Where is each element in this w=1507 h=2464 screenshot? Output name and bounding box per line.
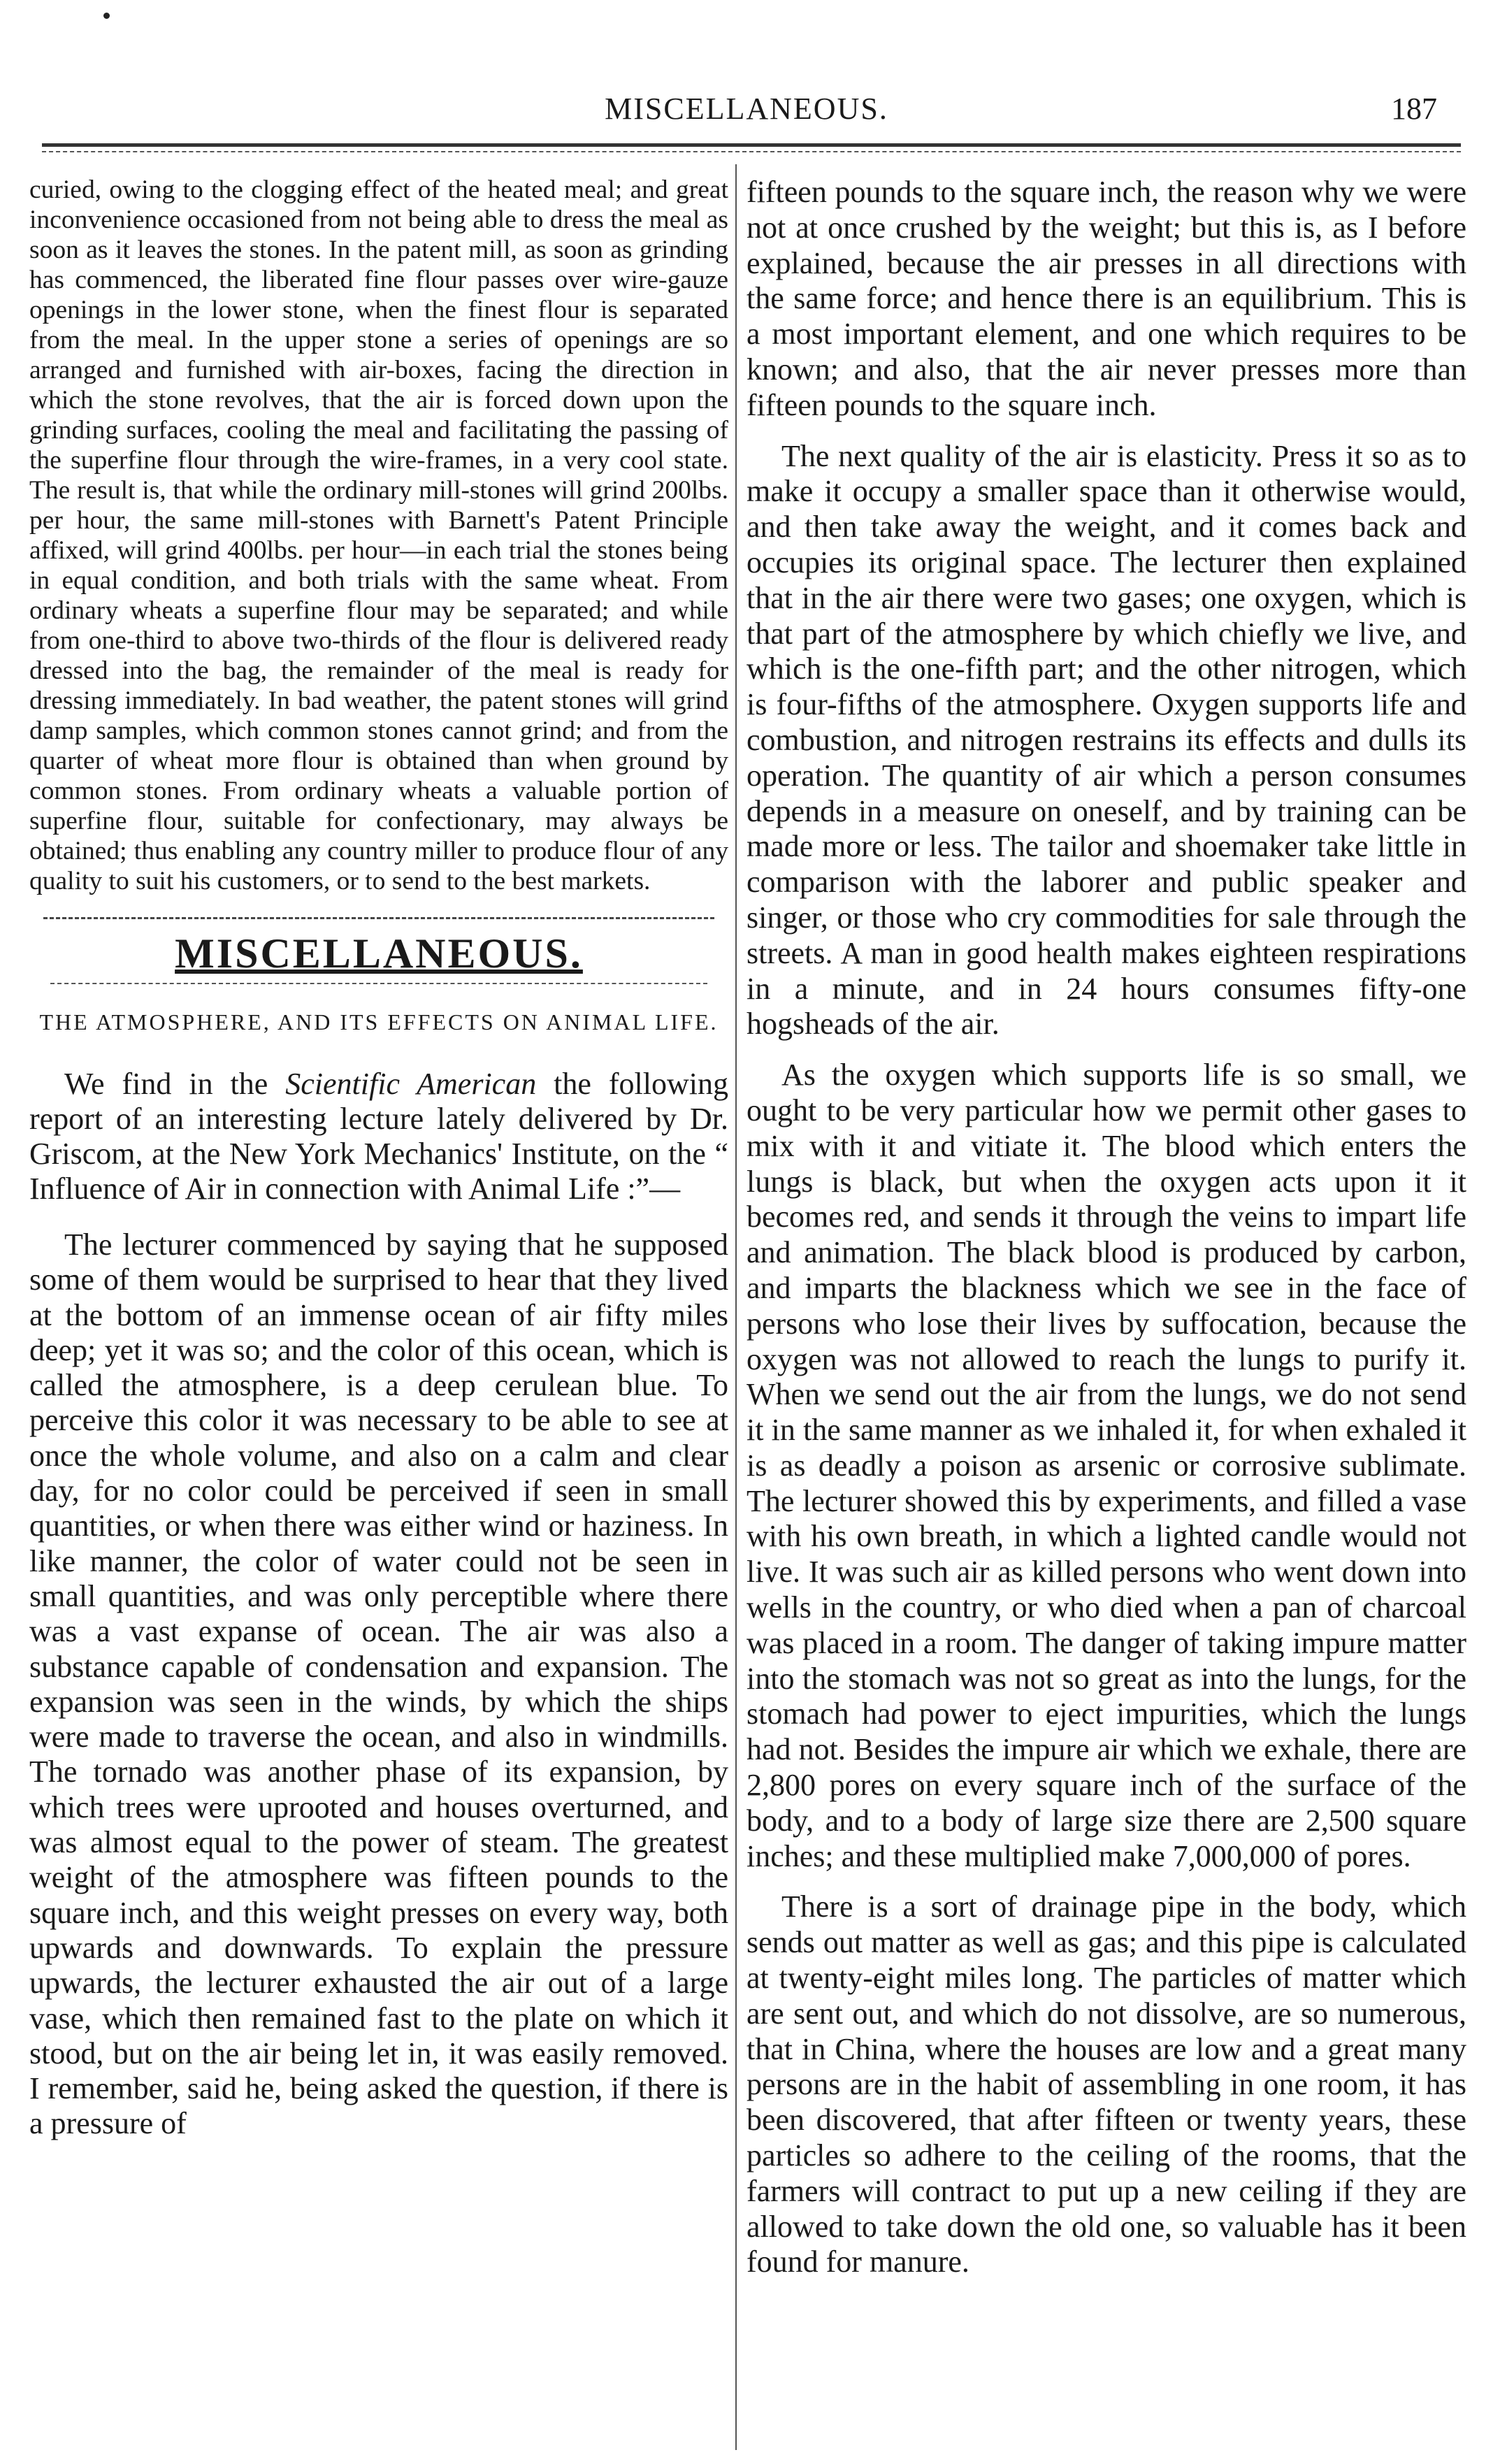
column-divider [735,164,737,2450]
section-heading: MISCELLANEOUS. [175,930,583,977]
page-number: 187 [1391,92,1437,126]
continued-paragraph: curied, owing to the clogging effect of the heated meal; and great inconvenience occasioned from not being able to dress the meal as soon as it leaves the stones. In the patent mill, as soon as grinding has commenced, the liberated fine flour passes over wire-gauze openings in the lower stone, when the finest flour is separated from the meal. In the upper stone a series of openings are so arranged and furnished with air-boxes, facing the direction in which the stone revolves, that the air is forced down upon the grinding surfaces, cooling the meal and facilitating the passing of the superfine flour through the wire-frames, in a very cool state. The result is, that while the ordinary mill-stones will grind 200lbs. per hour, the same mill-stones with Barnett's Patent Principle affixed, will grind 400lbs. per hour—in each trial the stones being in equal condition, and both trials with the same wheat. From ordinary wheats a superfine flour may be separated; and while from one-third to above two-thirds of the flour is delivered ready dressed into the bag, the remainder of the meal is ready for dressing immediately. In bad weather, the patent stones will grind damp samples, which common stones cannot grind; and from the quarter of wheat more flour is obtained than when ground by common stones. From ordinary wheats a valuable portion of superfine flour, suitable for confectionary, may always be obtained; thus enabling any country miller to produce flour of any quality to suit his customers, or to send to the best markets. [29,175,728,895]
body-paragraph: As the oxygen which supports life is so small, we ought to be very particular how we permit other gases to mix with it and vitiate it. The blood which enters the lungs is black, but when the oxygen acts upon it it becomes red, and sends it through the veins to impart life and animation. The black blood is produced by carbon, and imparts the blackness which we see in the face of persons who lose their lives by suffocation, because the oxygen was not allowed to reach the lungs to purify it. When we send out the air from the lungs, we do not send it in the same manner as we inhaled it, for when exhaled it is as deadly a poison as arsenic or corrosive sublimate. The lecturer showed this by experiments, and filled a vase with his own breath, in which a lighted candle would not live. It was such air as killed persons who went down into wells in the country, or who died when a pan of charcoal was placed in a room. The danger of taking impure matter into the stomach was not so great as into the lungs, for the stomach had power to eject impurities, which the lungs had not. Besides the impure air which we exhale, there are 2,800 pores on every square inch of the surface of the body, and to a body of large size there are 2,500 square inches; and these multiplied make 7,000,000 of pores. [747,1058,1466,1873]
header-rule [42,143,1461,147]
running-title: MISCELLANEOUS. [605,92,888,126]
body-paragraph: There is a sort of drainage pipe in the body, which sends out matter as well as gas; and this pipe is calculated at twenty-eight miles long. The particles of matter which are sent out, and which do not dissolve, are so numerous, that in China, where the houses are low and a great many persons are in the habit of assembling in one room, it has been discovered, that after fifteen or twenty years, these particles so adhere to the ceiling of the rooms, that the farmers will contract to put up a new ceiling if they are allowed to take down the old one, so valuable has it been found for manure. [747,1889,1466,2279]
article-title: THE ATMOSPHERE, AND ITS EFFECTS ON ANIMAL LIFE. [39,1009,719,1035]
ink-speck [103,13,110,19]
section-rule-dashed [50,983,707,984]
page-header [28,91,1465,147]
lead-text-a: We find in the [64,1067,286,1101]
lead-publication-title: Scientific American [285,1067,537,1101]
body-paragraph: The lecturer commenced by saying that he supposed some of them would be surprised to hear that they lived at the bottom of an immense ocean of air fifty miles deep; yet it was so; and the color of this ocean, which is called the atmosphere, is a deep cerulean blue. To perceive this color it was necessary to be able to see at once the whole volume, and also on a calm and clear day, for no color could be perceived if seen in small quantities, or when there was either wind or haziness. In like manner, the color of water could not be seen in small quantities, and was only perceptible where there was a vast expanse of ocean. The air was also a substance capable of condensation and expansion. The expansion was seen in the winds, by which the ships were made to traverse the ocean, and also in windmills. The tornado was another phase of its expansion, by which trees were uprooted and houses overturned, and was almost equal to the power of steam. The greatest weight of the atmosphere was fifteen pounds to the square inch, and this weight presses on every way, both upwards and downwards. To explain the pressure upwards, the lecturer exhausted the air out of a large vase, which then remained fast to the plate on which it stood, but on the air being let in, it was easily removed. I remember, said he, being asked the question, if there is a pressure of [29,1227,728,2141]
left-column [29,175,728,2142]
lead-text-b: the following report of an interesting lecture lately delivered by Dr. Griscom, at the New York Mechanics' Institute, on the “ Influence of Air in connection with Animal Life :”— [29,1067,729,1206]
section-rule [43,917,714,919]
header-rule-dashed [42,151,1461,152]
body-paragraph: The next quality of the air is elasticity. Press it so as to make it occupy a smaller space than it otherwise would, and then take away the weight, and it comes back and occupies its original space. The lecturer then explained that in the air there were two gases; one oxygen, which is that part of the atmosphere by which chiefly we live, and which is the one-fifth part; and the other nitrogen, which is four-fifths of the atmosphere. Oxygen supports life and combustion, and nitrogen restrains its effects and dulls its operation. The quantity of air which a person consumes depends in a measure on oneself, and by training can be made more or less. The tailor and shoemaker take little in comparison with the laborer and public speaker and singer, or those who cry commodities for sale through the streets. A man in good health makes eighteen respirations in a minute, and in 24 hours consumes fifty-one hogsheads of the air. [747,438,1466,1042]
body-paragraph: fifteen pounds to the square inch, the reason why we were not at once crushed by the weight; but this is, as I before explained, because the air presses in all directions with the same force; and hence there is an equilibrium. This is a most important element, and one which requires to be known; and also, that the air never presses more than fifteen pounds to the square inch. [747,175,1466,422]
lead-paragraph [29,1067,728,1206]
right-column [747,175,1466,2280]
